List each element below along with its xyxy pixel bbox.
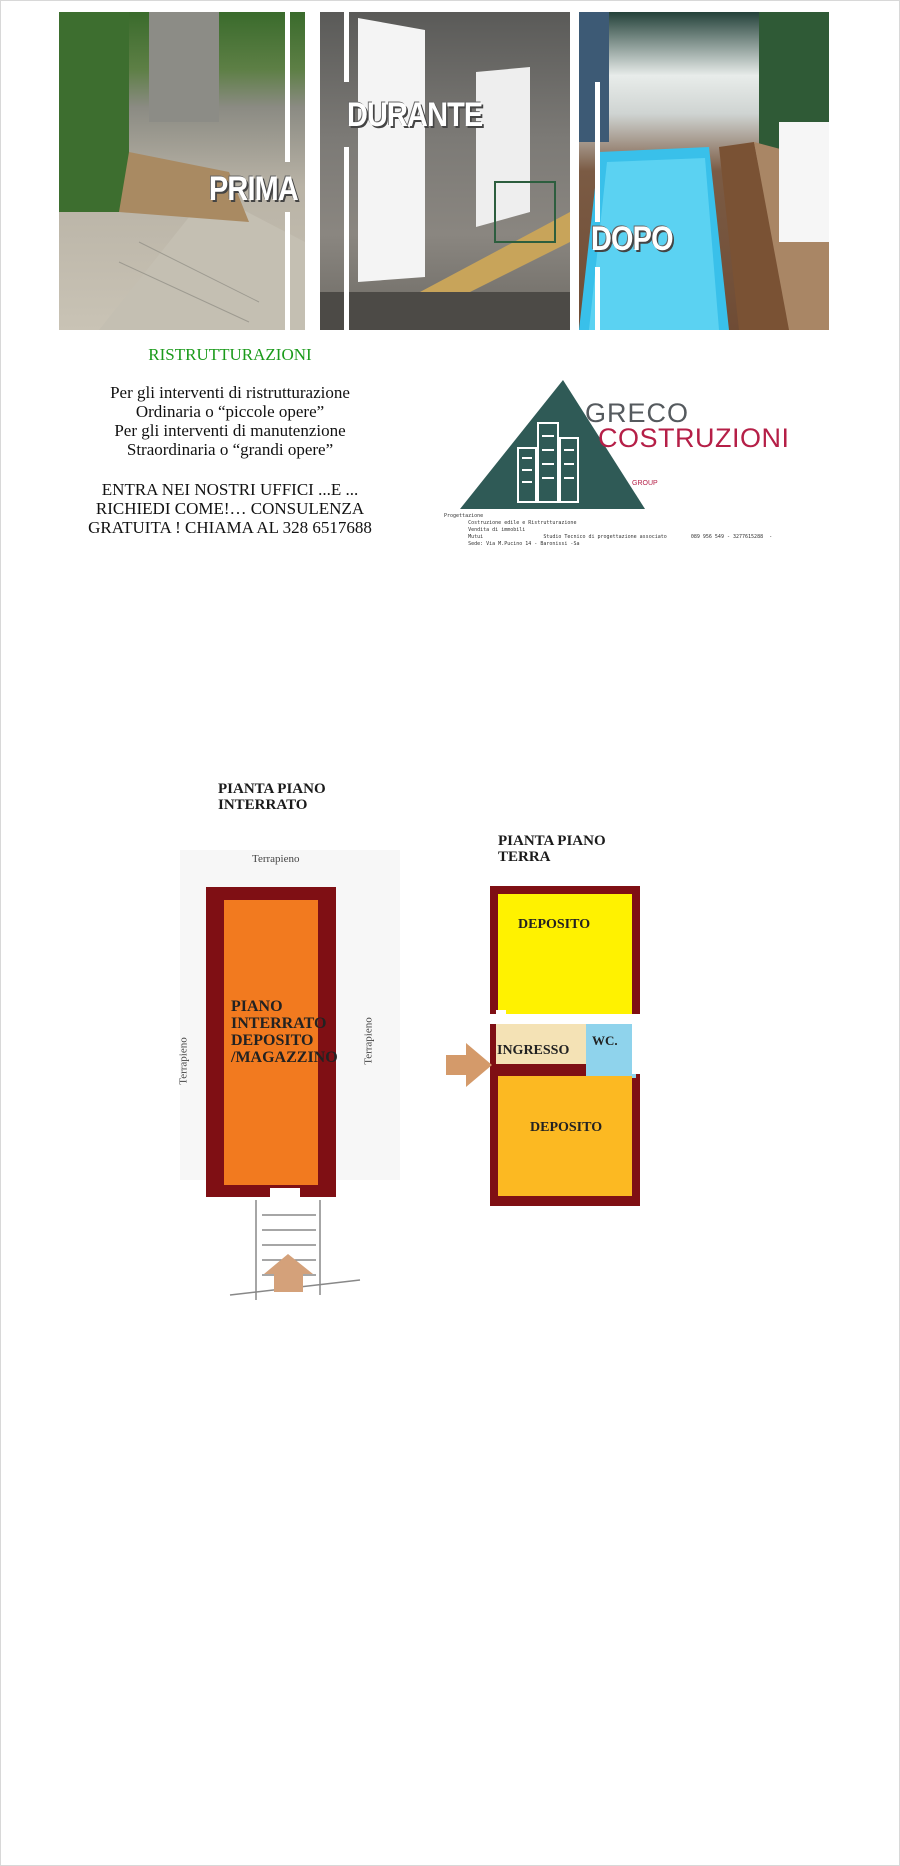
photo-before <box>59 12 305 330</box>
terrapieno-left-label: Terrapieno <box>177 1037 190 1085</box>
ground-plan-title: PIANTA PIANO TERRA <box>498 833 606 865</box>
terrapieno-top-label: Terrapieno <box>252 853 300 865</box>
logo-wordmark-group: GROUP <box>632 480 658 487</box>
section-title: RISTRUTTURAZIONI <box>148 345 312 364</box>
terrapieno-right-label: Terrapieno <box>362 1017 375 1065</box>
logo-fine-print: Costruzione edile e Ristrutturazione <box>444 520 577 526</box>
ground-room-wc: WC. <box>592 1033 618 1048</box>
logo-fine-print: Vendita di immobili <box>444 527 526 533</box>
ground-room-deposito-bottom: DEPOSITO <box>530 1120 603 1135</box>
basement-plan-title: PIANTA PIANO INTERRATO <box>218 781 326 813</box>
logo-fine-print: Progettazione <box>444 513 484 519</box>
photo-label-before: PRIMA <box>209 170 298 208</box>
logo-wordmark-greco: GRECO <box>585 398 690 428</box>
call-to-action <box>60 480 400 537</box>
description-line: Per gli interventi di manutenzione <box>114 421 346 440</box>
basement-room-label: PIANO INTERRATO DEPOSITO /MAGAZZINO <box>231 998 338 1066</box>
description <box>60 383 400 459</box>
cta-line: RICHIEDI COME!… CONSULENZA <box>95 499 365 518</box>
ground-room-deposito-top: DEPOSITO <box>518 917 591 932</box>
description-line: Per gli interventi di ristrutturazione <box>110 383 350 402</box>
description-line: Straordinaria o “grandi opere” <box>126 440 334 459</box>
logo-fine-print: Mutui Studio Tecnico di progettazione associato 089 956 549 - 3277615288 - <box>444 534 773 540</box>
logo-wordmark-costruzioni: COSTRUZIONI <box>598 423 790 453</box>
ground-room-ingresso: INGRESSO <box>497 1043 570 1058</box>
photo-label-after: DOPO <box>591 220 673 258</box>
cta-line: ENTRA NEI NOSTRI UFFICI ...E ... <box>101 480 359 499</box>
photo-after <box>579 12 829 330</box>
photo-label-during: DURANTE <box>347 96 483 134</box>
logo-fine-print: Sede: Via M.Pucino 14 - Baronissi -Sa <box>444 541 580 547</box>
cta-line: GRATUITA ! CHIAMA AL 328 6517688 <box>88 518 372 537</box>
photo-during <box>320 12 570 330</box>
description-line: Ordinaria o “piccole opere” <box>135 402 325 421</box>
basement-floor-plan <box>170 840 410 1310</box>
